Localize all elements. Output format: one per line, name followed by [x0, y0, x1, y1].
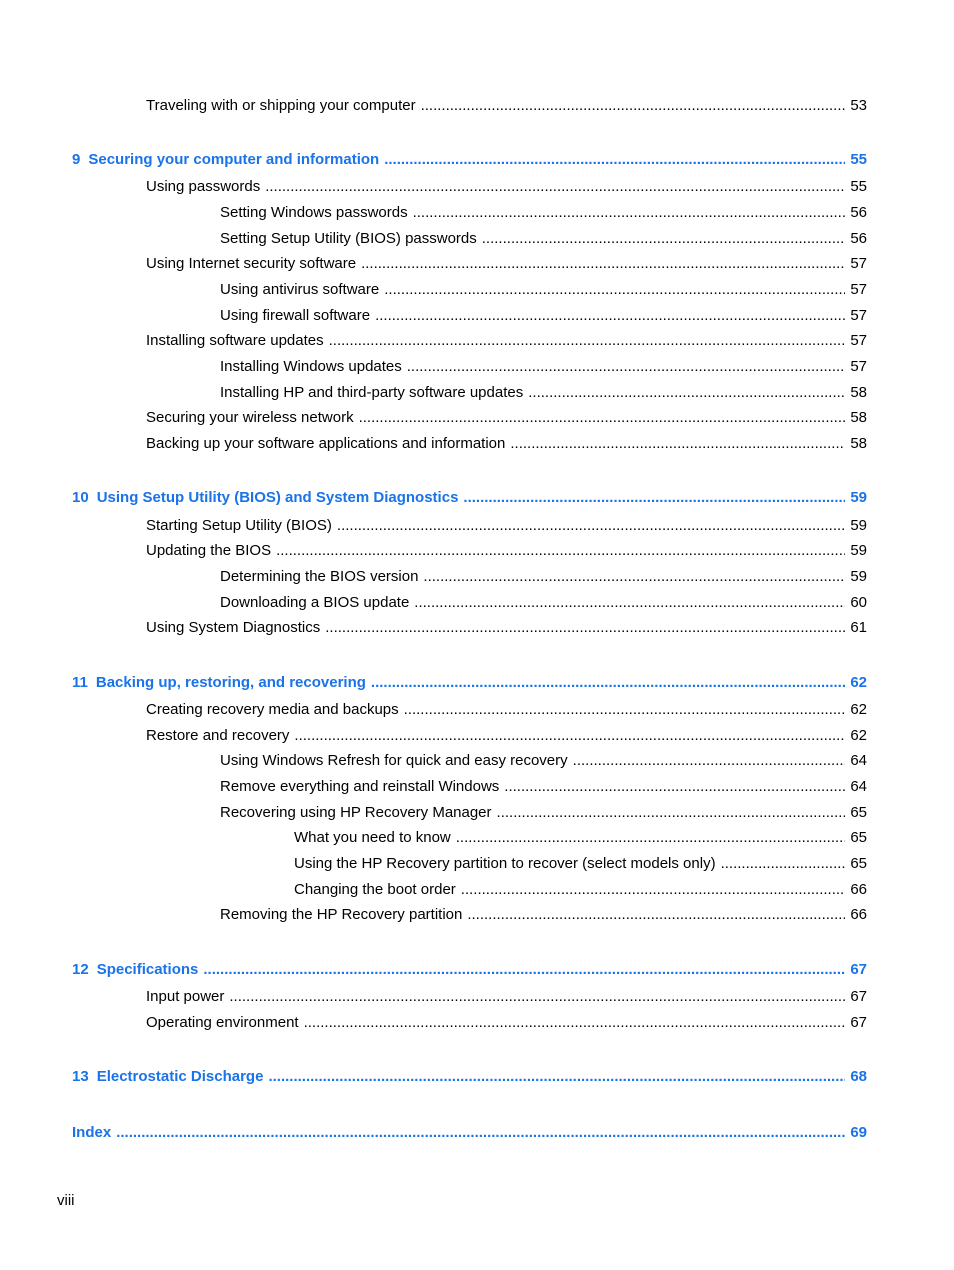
toc-chapter-entry[interactable] [72, 487, 867, 509]
toc-chapter-entry[interactable] [72, 959, 867, 981]
dot-leader [384, 279, 845, 301]
toc-chapter-entry[interactable] [72, 1122, 867, 1144]
toc-entry[interactable] [220, 592, 867, 614]
toc-entry-title: Backing up, restoring, and recovering [95, 674, 366, 691]
toc-entry-page: 66 [850, 906, 867, 923]
toc-entry-title: Installing software updates [146, 332, 324, 349]
dot-leader [504, 776, 845, 798]
chapter-number: 10 [72, 489, 89, 506]
toc-entry-page: 57 [850, 358, 867, 375]
toc-entry[interactable] [146, 725, 867, 747]
toc-entry-title: Creating recovery media and backups [146, 701, 399, 718]
toc-entry-title: Restore and recovery [146, 727, 290, 744]
dot-leader [329, 330, 846, 352]
toc-entry-title: Setting Setup Utility (BIOS) passwords [220, 230, 477, 247]
dot-leader [528, 382, 845, 404]
toc-entry-page: 67 [850, 1014, 867, 1031]
toc-entry-title: Securing your wireless network [146, 409, 354, 426]
toc-entry[interactable] [146, 1012, 867, 1034]
toc-entry-page: 62 [850, 701, 867, 718]
chapter-number: 9 [72, 151, 81, 168]
toc-entry[interactable] [220, 776, 867, 798]
toc-entry-page: 61 [850, 619, 867, 636]
page-number: viii [57, 1192, 75, 1209]
toc-entry-title: Electrostatic Discharge [96, 1068, 264, 1085]
dot-leader [461, 879, 846, 901]
toc-entry-page: 65 [850, 829, 867, 846]
toc-entry[interactable] [146, 540, 867, 562]
dot-leader [456, 827, 846, 849]
dot-leader [337, 515, 845, 537]
toc-entry-page: 58 [850, 409, 867, 426]
dot-leader [375, 305, 845, 327]
dot-leader [421, 95, 846, 117]
toc-entry-page: 66 [850, 881, 867, 898]
toc-entry-title: Updating the BIOS [146, 542, 272, 559]
dot-leader [423, 566, 845, 588]
toc-entry-page: 59 [850, 542, 867, 559]
toc-entry[interactable] [220, 202, 867, 224]
dot-leader [467, 904, 845, 926]
dot-leader [573, 750, 846, 772]
toc-entry-title: Input power [146, 988, 225, 1005]
toc-entry[interactable] [146, 176, 867, 198]
toc-entry[interactable] [146, 95, 867, 117]
toc-entry[interactable] [220, 802, 867, 824]
toc-entry-page: 62 [850, 674, 867, 691]
toc-entry-page: 58 [850, 384, 867, 401]
dot-leader [304, 1012, 846, 1034]
toc-entry[interactable] [146, 407, 867, 429]
dot-leader [384, 149, 845, 171]
dot-leader [497, 802, 846, 824]
toc-entry-page: 68 [850, 1068, 867, 1085]
toc-entry-page: 57 [850, 332, 867, 349]
toc-entry[interactable] [220, 750, 867, 772]
dot-leader [294, 725, 845, 747]
toc-entry-title: Securing your computer and information [88, 151, 380, 168]
toc-entry-page: 65 [850, 804, 867, 821]
chapter-number: 12 [72, 961, 89, 978]
toc-entry-page: 67 [850, 988, 867, 1005]
dot-leader [721, 853, 846, 875]
dot-leader [361, 253, 845, 275]
dot-leader [229, 986, 845, 1008]
toc-entry-page: 69 [850, 1124, 867, 1141]
toc-entry[interactable] [294, 853, 867, 875]
dot-leader [414, 592, 845, 614]
chapter-number: 13 [72, 1068, 89, 1085]
toc-entry-page: 57 [850, 307, 867, 324]
dot-leader [116, 1122, 845, 1144]
dot-leader [463, 487, 845, 509]
toc-chapter-entry[interactable] [72, 1066, 867, 1088]
toc-entry-title: Using Setup Utility (BIOS) and System Diagnostics [96, 489, 459, 506]
dot-leader [407, 356, 846, 378]
toc-entry-page: 65 [850, 855, 867, 872]
toc-entry[interactable] [146, 515, 867, 537]
toc-entry-page: 57 [850, 255, 867, 272]
toc-entry-page: 60 [850, 594, 867, 611]
toc-entry[interactable] [220, 279, 867, 301]
toc-entry-title: Using the HP Recovery partition to recover (select models only) [294, 855, 716, 872]
dot-leader [371, 672, 845, 694]
toc-entry-page: 58 [850, 435, 867, 452]
dot-leader [482, 228, 846, 250]
toc-entry-title: Using firewall software [220, 307, 371, 324]
dot-leader [268, 1066, 845, 1088]
toc-entry-page: 56 [850, 230, 867, 247]
toc-entry-page: 62 [850, 727, 867, 744]
toc-entry[interactable] [220, 356, 867, 378]
toc-entry-page: 64 [850, 752, 867, 769]
toc-chapter-entry[interactable] [72, 149, 867, 171]
toc-entry[interactable] [294, 879, 867, 901]
toc-entry[interactable] [146, 330, 867, 352]
toc-entry[interactable] [146, 699, 867, 721]
toc-entry-title: Using Windows Refresh for quick and easy recovery [220, 752, 568, 769]
toc-entry-title: Using passwords [146, 178, 261, 195]
toc-entry-title: Using System Diagnostics [146, 619, 321, 636]
toc-entry-title: What you need to know [294, 829, 451, 846]
toc-entry-title: Backing up your software applications and information [146, 435, 506, 452]
toc-chapter-entry[interactable] [72, 672, 867, 694]
toc-entry[interactable] [220, 382, 867, 404]
toc-entry[interactable] [146, 986, 867, 1008]
toc-entry-title: Traveling with or shipping your computer [146, 97, 416, 114]
toc-entry[interactable] [220, 904, 867, 926]
dot-leader [325, 617, 845, 639]
toc-entry-title: Operating environment [146, 1014, 299, 1031]
toc-entry[interactable] [146, 433, 867, 455]
toc-entry-page: 67 [850, 961, 867, 978]
dot-leader [265, 176, 845, 198]
toc-entry-title: Changing the boot order [294, 881, 456, 898]
toc-entry[interactable] [146, 253, 867, 275]
toc-entry[interactable] [146, 617, 867, 639]
toc-entry-page: 59 [850, 568, 867, 585]
toc-entry-title: Recovering using HP Recovery Manager [220, 804, 492, 821]
chapter-number: 11 [72, 674, 88, 691]
toc-entry-page: 64 [850, 778, 867, 795]
dot-leader [276, 540, 845, 562]
toc-entry-page: 56 [850, 204, 867, 221]
dot-leader [510, 433, 845, 455]
toc-entry-title: Downloading a BIOS update [220, 594, 410, 611]
toc-entry-title: Setting Windows passwords [220, 204, 408, 221]
toc-entry-page: 59 [850, 517, 867, 534]
toc-entry[interactable] [294, 827, 867, 849]
toc-entry-title: Remove everything and reinstall Windows [220, 778, 500, 795]
toc-entry-page: 53 [850, 97, 867, 114]
dot-leader [404, 699, 846, 721]
toc-entry-title: Installing HP and third-party software updates [220, 384, 524, 401]
toc-entry[interactable] [220, 566, 867, 588]
toc-entry-page: 55 [850, 178, 867, 195]
toc-entry-title: Installing Windows updates [220, 358, 402, 375]
toc-entry-title: Removing the HP Recovery partition [220, 906, 463, 923]
toc-entry-title: Index [72, 1124, 112, 1141]
toc-entry-title: Using antivirus software [220, 281, 380, 298]
toc-entry-title: Starting Setup Utility (BIOS) [146, 517, 332, 534]
toc-entry[interactable] [220, 305, 867, 327]
toc-entry-title: Determining the BIOS version [220, 568, 419, 585]
toc-entry-page: 57 [850, 281, 867, 298]
toc-entry-page: 59 [850, 489, 867, 506]
dot-leader [203, 959, 845, 981]
toc-entry-page: 55 [850, 151, 867, 168]
dot-leader [359, 407, 846, 429]
toc-entry[interactable] [220, 228, 867, 250]
toc-entry-title: Specifications [96, 961, 199, 978]
dot-leader [413, 202, 846, 224]
toc-entry-title: Using Internet security software [146, 255, 357, 272]
